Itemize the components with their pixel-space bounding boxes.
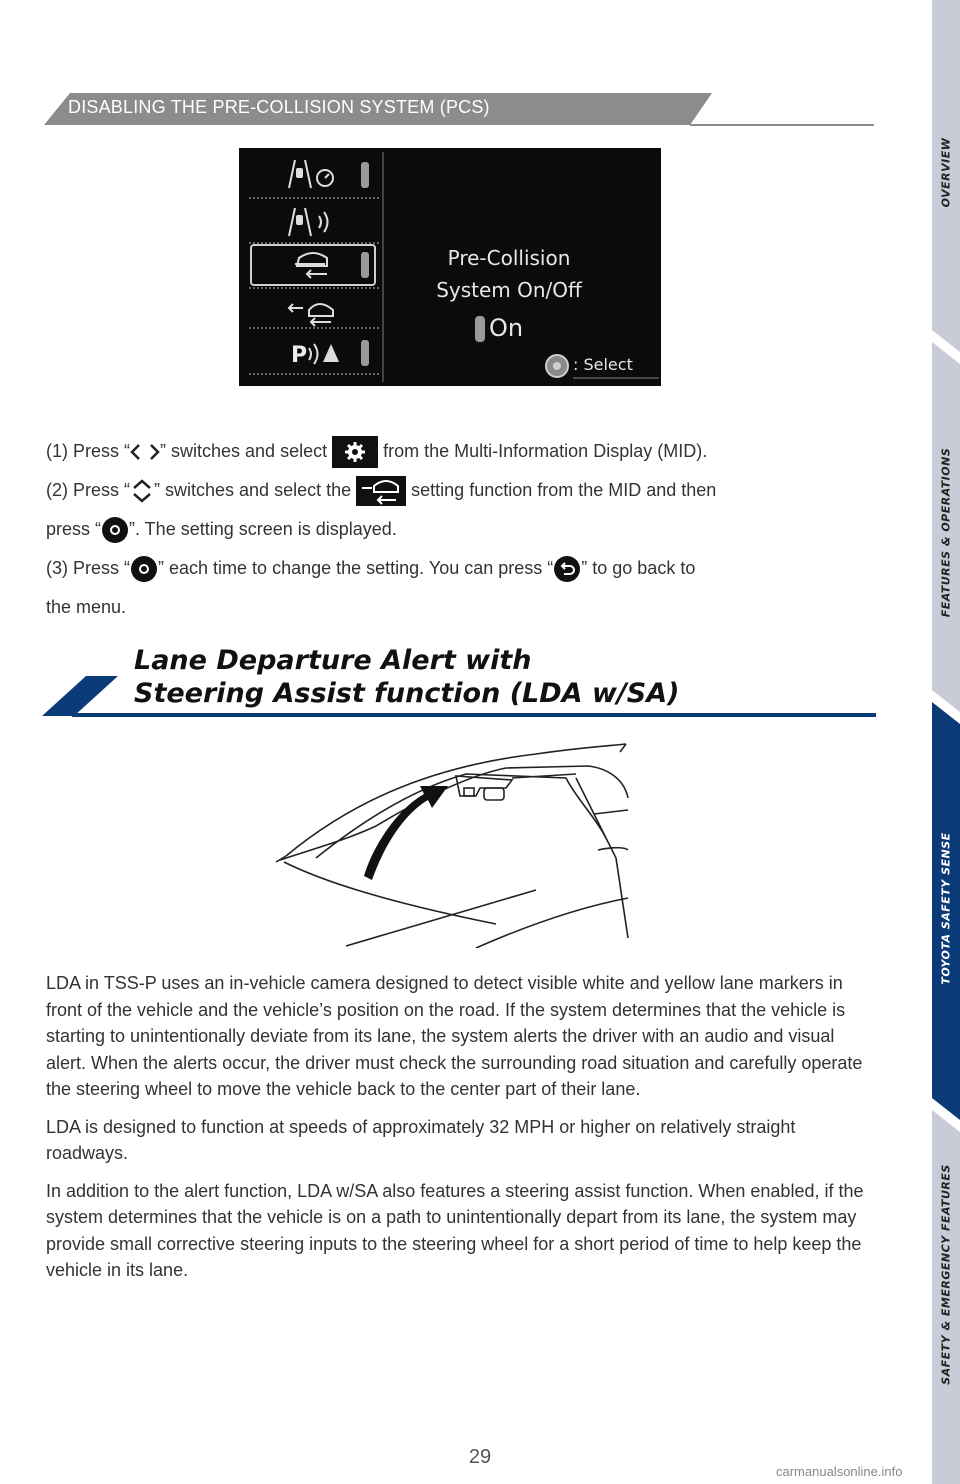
mid-status: On (489, 314, 524, 342)
tab-overview[interactable]: OVERVIEW (939, 137, 953, 208)
back-button-icon (553, 555, 581, 583)
windshield-camera-illustration (276, 738, 632, 948)
mid-toggle-indicator (475, 316, 485, 342)
instruction-steps (46, 432, 876, 627)
mid-menu-pcs-icon (295, 253, 327, 278)
step-2-cont: press “ ”. The setting screen is displayed. (46, 510, 876, 549)
step-3-cont: the menu. (46, 597, 127, 617)
watermark: carmanualsonline.info (776, 1464, 903, 1479)
pcs-setting-icon (356, 476, 406, 506)
lda-description (46, 970, 878, 1295)
mid-title-line2: System On/Off (436, 278, 582, 302)
page-number: 29 (468, 1446, 492, 1468)
mid-display (239, 148, 661, 386)
lda-title-line2: Steering Assist function (LDA w/SA) (134, 678, 680, 709)
tab-safety-emergency[interactable]: SAFETY & EMERGENCY FEATURES (939, 1164, 953, 1385)
mid-menu-lda-steering-icon (289, 160, 333, 188)
ok-button-icon (130, 555, 158, 583)
mid-title (404, 242, 614, 306)
mid-title-line1: Pre-Collision (447, 246, 571, 270)
mid-select-hint: : Select (573, 355, 633, 374)
lda-section-title (134, 644, 679, 710)
lda-paragraph-3: In addition to the alert function, LDA w/SA also features a steering assist function. When enabled, if the system determines that the vehicle is on a path to unintentionally depart from its lane, the system may provide small corrective steering inputs to the steering wheel for a short period of time to help keep the vehicle in its lane. (46, 1180, 864, 1280)
tab-toyota-safety-sense[interactable]: TOYOTA SAFETY SENSE (939, 832, 953, 985)
left-right-arrows-icon (130, 442, 160, 462)
lda-title-line1: Lane Departure Alert with (134, 645, 532, 676)
section-header-title: DISABLING THE PRE-COLLISION SYSTEM (PCS) (68, 97, 490, 117)
lda-paragraph-2: LDA is designed to function at speeds of approximately 32 MPH or higher on relatively straight roadways. (46, 1116, 796, 1163)
mid-menu-rcta-icon (289, 304, 333, 326)
step-3: (3) Press “ ” each time to change the setting. You can press “ ” to go back to (46, 549, 876, 588)
step-2: (2) Press “ ” switches and select the setting function from the MID and then (46, 471, 876, 510)
mid-indicator-1 (361, 162, 369, 188)
step-1: (1) Press “ ” switches and select from the Multi-Information Display (MID). (46, 432, 876, 471)
svg-text:P: P (291, 343, 308, 368)
mid-menu-lda-alert-icon (289, 208, 328, 236)
up-down-arrows-icon (130, 478, 154, 504)
settings-gear-icon (332, 436, 378, 468)
mid-menu-parking-icon (291, 343, 339, 368)
lda-paragraph-1: LDA in TSS-P uses an in-vehicle camera designed to detect visible white and yellow lane markers in front of the vehicle and the vehicle’s position on the road. If the system determines that the vehicle is starting to unintentionally deviate from its lane, the system alerts the driver with an audio and visual alert. When the alerts occur, the driver must check the surrounding road situation and carefully operate the steering wheel to move the vehicle back to the center part of their lane. (46, 973, 863, 1099)
tab-features-operations[interactable]: FEATURES & OPERATIONS (939, 447, 953, 618)
mid-indicator-5 (361, 340, 369, 366)
ok-button-icon (101, 516, 129, 544)
mid-indicator-3 (361, 252, 369, 278)
